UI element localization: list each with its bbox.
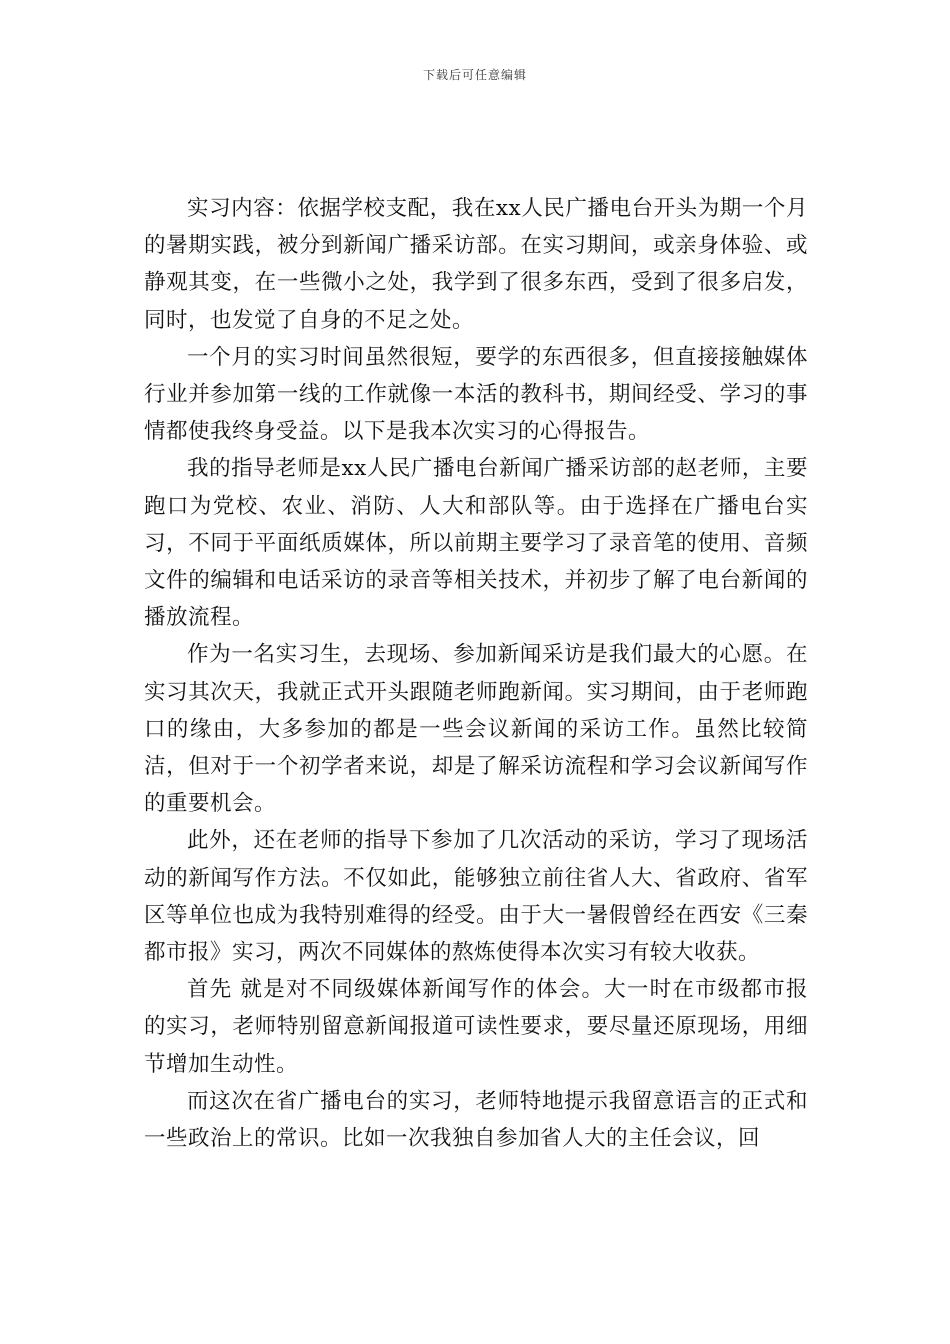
paragraph-internship-overview: 一个月的实习时间虽然很短，要学的东西很多，但直接接触媒体行业并参加第一线的工作就像一本活的教科书，期间经受、学习的事情都使我终身受益。以下是我本次实习的心得报告。: [144, 344, 808, 445]
page-header-note: 下载后可任意编辑: [422, 68, 527, 82]
paragraph-internship-content: 实习内容：依据学校支配，我在xx人民广播电台开头为期一个月的暑期实践，被分到新闻广播采访部。在实习期间，或亲身体验、或静观其变，在一些微小之处，我学到了很多东西，受到了很多启发，同时，也发觉了自身的不足之处。: [144, 196, 808, 333]
paragraph-provincial-radio: 而这次在省广播电台的实习，老师特地提示我留意语言的正式和一些政治上的常识。比如一次我独自参加省人大的主任会议，回: [144, 1088, 808, 1152]
paragraph-event-coverage: 此外，还在老师的指导下参加了几次活动的采访，学习了现场活动的新闻写作方法。不仅如此，能够独立前往省人大、省政府、省军区等单位也成为我特别难得的经受。由于大一暑假曾经在西安《三秦都市报》实习，两次不同媒体的熬炼使得本次实习有较大收获。: [144, 828, 808, 966]
document-body: [144, 190, 808, 1157]
paragraph-supervisor: 我的指导老师是xx人民广播电台新闻广播采访部的赵老师，主要跑口为党校、农业、消防、人大和部队等。由于选择在广播电台实习，不同于平面纸质媒体，所以前期主要学习了录音笔的使用、音频文件的编辑和电话采访的录音等相关技术，并初步了解了电台新闻的播放流程。: [144, 456, 808, 631]
paragraph-field-reporting: 作为一名实习生，去现场、参加新闻采访是我们最大的心愿。在实习其次天，我就正式开头跟随老师跑新闻。实习期间，由于老师跑口的缘由，大多参加的都是一些会议新闻的采访工作。虽然比较简洁，但对于一个初学者来说，却是了解采访流程和学习会议新闻写作的重要机会。: [144, 642, 808, 817]
paragraph-first-insight: 首先 就是对不同级媒体新闻写作的体会。大一时在市级都市报的实习，老师特别留意新闻报道可读性要求，要尽量还原现场，用细节增加生动性。: [144, 977, 808, 1077]
